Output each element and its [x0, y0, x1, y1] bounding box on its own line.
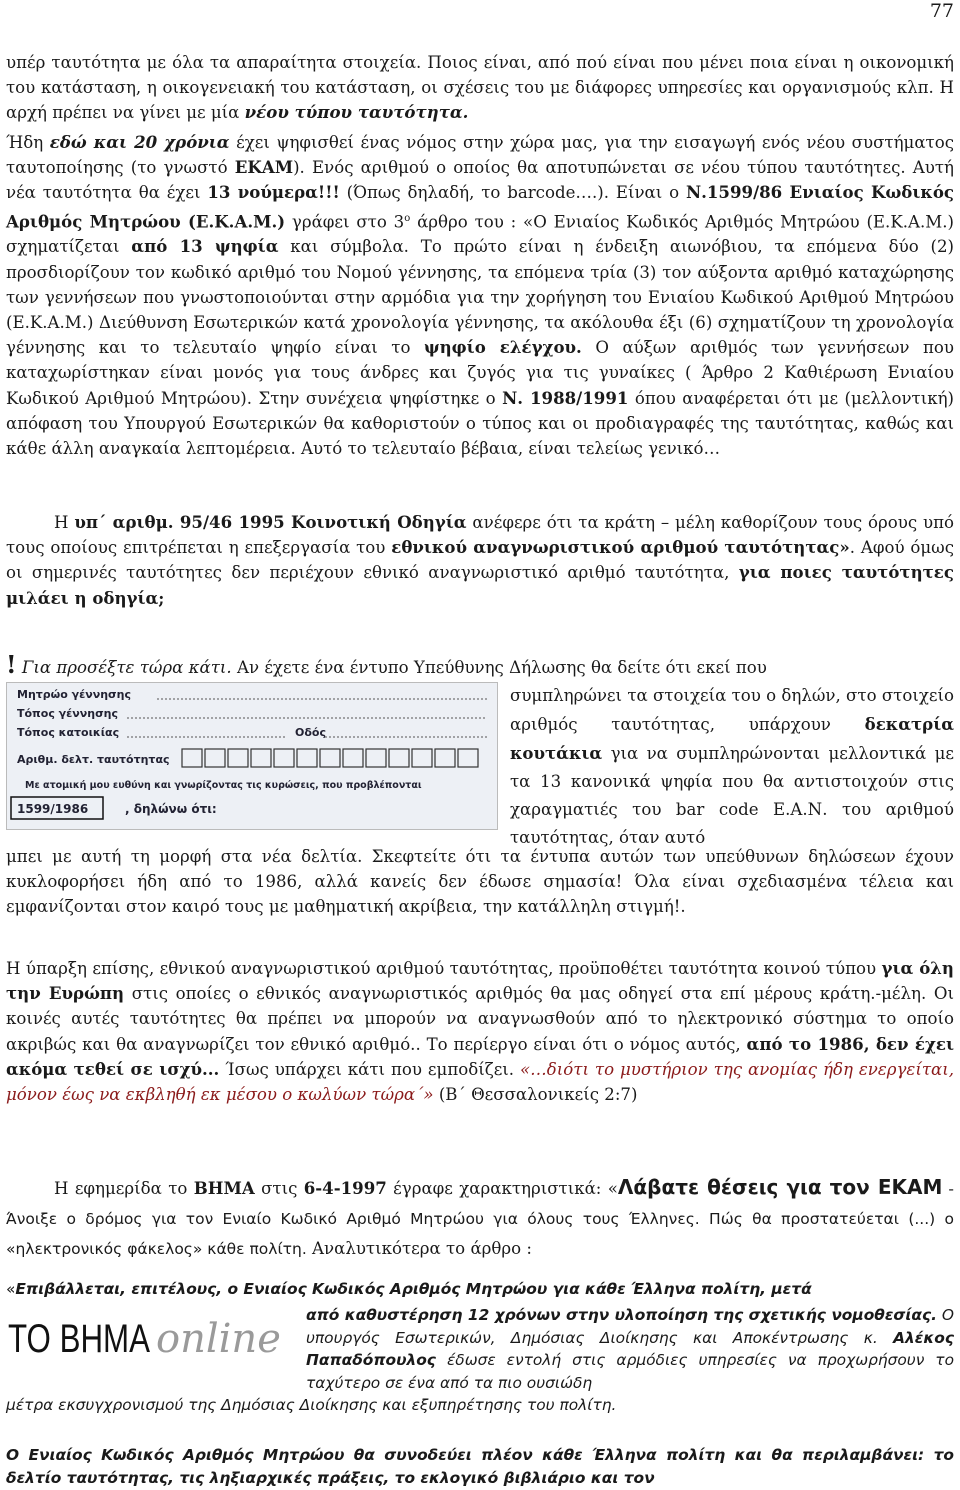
paragraph-6 [6, 1172, 954, 1264]
emphasis: 6-4-1997 [303, 1178, 387, 1198]
emphasis: νέου τύπου ταυτότητα. [244, 102, 469, 123]
law-reference: Ν. 1988/1991 [502, 387, 629, 408]
emphasis: Επιβάλλεται, επιτέλους, ο Ενιαίος Κωδικός Αριθμός Μητρώου για κάθε Έλληνα πολίτη, μετά [15, 1280, 812, 1298]
text: συμπληρώνει τα στοιχεία του ο δηλών, στο στοιχείο αριθμός ταυτότητας, υπάρχουν [510, 686, 954, 734]
text: Ήδη [6, 133, 50, 152]
paragraph-7-body [306, 1304, 954, 1394]
text: γράφει στο 3 [285, 212, 405, 232]
text: Ο αύξων αριθμός των γεννήσεων που καταχωρίστηκαν είναι μονός για τους άνδρες και ζυγός για τις γυναίκες ( Άρθρο 2 Καθιέρωση Ενιαίου Κωδικού Αριθμού Μητρώου). Στην συνέχεια ψηφίστηκε ο [6, 338, 954, 408]
emphasis: 13 νούμερα!!! [207, 182, 340, 203]
paragraph-5 [6, 956, 954, 1107]
paragraph-4-tail [6, 844, 954, 920]
text: Η ύπαρξη επίσης, εθνικού αναγνωριστικού αριθμού ταυτότητας, προϋποθέτει ταυτότητα κοινού τύπου [6, 959, 882, 978]
emphasis: Για προσέξτε τώρα κάτι. [16, 658, 232, 677]
text: Αν έχετε ένα έντυπο Υπεύθυνης Δήλωσης θα δείτε ότι εκεί που [231, 658, 767, 677]
emphasis: εθνικού αναγνωριστικού αριθμού ταυτότητας» [391, 537, 850, 558]
text: μέτρα εκσυγχρονισμού της Δημόσιας Διοίκησης και εξυπηρέτησης του πολίτη. [6, 1396, 617, 1414]
text: Ο Ενιαίος Κωδικός Αριθμός Μητρώου θα συνοδεύει πλέον κάθε Έλληνα πολίτη και θα περιλαμβάνει: το δελτίο ταυτότητας, τις ληξιαρχικές πράξεις, το εκλογικό βιβλιάριο και τον [6, 1446, 954, 1487]
emphasis: για ποιες ταυτότητες μιλάει η οδηγία; [6, 562, 954, 608]
paragraph-3 [6, 510, 954, 611]
to-vima-online-logo [6, 1308, 298, 1364]
emphasis: από καθυστέρηση 12 χρόνων στην υλοποίηση της σχετικής νομοθεσίας. [306, 1306, 937, 1324]
form-row-1: Μητρώο γέννησης [17, 688, 131, 701]
emphasis: από το 1986, δεν έχει ακόμα τεθεί σε ισχύ... [6, 1033, 955, 1079]
law-reference: Ν.1599/86 Ενιαίος Κωδικός Αριθμός Μητρώου (Ε.Κ.Α.Μ.) [6, 182, 954, 232]
form-law: 1599/1986 [17, 802, 89, 816]
emphasis: από 13 ψηφία [131, 236, 279, 257]
text: (Όπως δηλαδή, το barcode….). Είναι ο [339, 183, 686, 203]
form-scan-image [6, 682, 498, 830]
paragraph-4-column [510, 682, 954, 852]
text: (Β΄ Θεσσαλονικείς 2:7) [433, 1085, 638, 1105]
emphasis: ψηφίο ελέγχου. [423, 337, 582, 358]
text: για να συμπληρώνονται μελλοντικά με τα 13 κανονικά ψηφία που θα αντιστοιχούν στις χαραγματιές του bar code Ε.Α.Ν. του αριθμού ταυτότητας, όταν αυτό [510, 744, 954, 847]
text: ). Ενός αριθμού ο οποίος θα αποτυπώνεται σε νέου τύπου ταυτότητες. Αυτή νέα ταυτότητα θα έχει [6, 158, 954, 203]
text: Ο υπουργός Εσωτερικών, Δημόσιας Διοίκησης και Αποκέντρωσης κ. [306, 1306, 954, 1347]
emphasis: ΒΗΜΑ [193, 1178, 255, 1198]
superscript: ο [404, 212, 411, 224]
text: . Αφού όμως οι σημερινές ταυτότητες δεν περιέχουν εθνικό αναγνωριστικό αριθμό ταυτότητα, [6, 538, 954, 583]
exclamation-mark: ! [6, 650, 17, 679]
text: έδωσε εντολή στις αρμόδιες υπηρεσίες να προχωρήσουν το ταχύτερο σε ένα από τα πιο ουσιώδη [306, 1351, 954, 1392]
text: Η [54, 513, 75, 532]
emphasis: εδώ και 20 χρόνια [49, 132, 230, 152]
text: στις οποίες ο εθνικός αναγνωριστικός αριθμός θα μας οδηγεί στα επί μέρους κράτη.-μέλη. Οι κοινές αυτές ταυτότητες θα πρέπει να μπορούν να αναγνωσθούν από το ηλεκτρονικό σύστημα το οποίο ακριβώς και θα αναγνωρίζει τον εθνικό αριθμό.. Το περίεργο είναι ότι ο νόμος αυτός, [6, 984, 954, 1054]
subheadline: - Άνοιξε ο δρόμος για τον Ενιαίο Κωδικό Αριθμό Μητρώου για όλους τους Έλληνες. Πώς θα προστατεύεται (...) ο «ηλεκτρονικός φάκελος» κάθε πολίτη. [6, 1180, 954, 1258]
text: στις [254, 1179, 304, 1198]
paragraph-1 [6, 50, 954, 126]
text: όπου αναφέρεται ότι με (μελλοντική) απόφαση του Υπουργού Εσωτερικών θα καθοριστούν ο τύπος και οι προδιαγραφές της ταυτότητας, καθώς και κάθε άλλη αναγκαία λεπτομέρεια. Αυτό το τελευταίο βέβαια, είναι τελείως γενικό… [6, 388, 954, 458]
logo-part-2: online [156, 1316, 281, 1362]
emphasis: Αλέκος Παπαδόπουλος [306, 1328, 954, 1370]
form-odos-label: Οδός [295, 726, 326, 739]
paragraph-7-end [6, 1394, 954, 1417]
text: άρθρο του : «Ο Ενιαίος Κωδικός Αριθμός Μητρώου (Ε.Κ.Α.Μ.) σχηματίζεται [6, 212, 954, 257]
form-row-3: Τόπος κατοικίας [17, 726, 120, 739]
logo-part-1: ΤΟ ΒΗΜΑ [8, 1317, 151, 1361]
text: Η εφημερίδα το [54, 1179, 194, 1198]
paragraph-2 [6, 130, 954, 461]
paragraph-7-intro [6, 1278, 954, 1301]
form-row-2: Τόπος γέννησης [17, 707, 119, 720]
form-law-end: , δηλώνω ότι: [125, 802, 217, 816]
paragraph-4-intro [6, 652, 954, 680]
quote-mark: « [6, 1280, 16, 1298]
text: υπέρ ταυτότητα με όλα τα απαραίτητα στοιχεία. Ποιος είναι, από πού είναι που μένει ποια είναι η οικονομική του κατάσταση, η οικογενειακή του κατάσταση, οι σχέσεις του με διάφορες υπηρεσίες και οργανισμούς κλπ. Η αρχή πρέπει να γίνει με μία [6, 53, 954, 123]
text: ανέφερε ότι τα κράτη – μέλη καθορίζουν τους όρους υπό τους οποίους επιτρέπεται η επεξεργασία του [6, 513, 954, 558]
emphasis: για όλη την Ευρώπη [6, 958, 954, 1004]
text: μπει με αυτή τη μορφή στα νέα δελτία. Σκεφτείτε ότι τα έντυπα αυτών των υπεύθυνων δηλώσεων έχουν κυκλοφορήσει ήδη από το 1986, αλλά κανείς δεν έδωσε σημασία! Όλα είναι σχεδιασμένα τέλεια και εμφανίζονται στον καιρό τους με μαθηματική ακρίβεια, την κατάλληλη στιγμή!. [6, 847, 954, 917]
text: έχει ψηφισθεί ένας νόμος στην χώρα μας, για την εισαγωγή ενός νέου συστήματος ταυτοποίησης (το γνωστό [6, 133, 955, 178]
form-note: Με ατομική μου ευθύνη και γνωρίζοντας τις κυρώσεις, που προβλέπονται [25, 780, 422, 791]
text: και σύμβολα. Το πρώτο είναι η ένδειξη αιωνόβιου, τα επόμενα δύο (2) προσδιορίζουν τον κωδικό αριθμό του Νομού γέννησης, τα επόμενα τρία (3) τον αύξοντα αριθμό καταχώρησης των γεννήσεων που γνωστοποιούνται στην αρμόδια για την χορήγηση του Ενιαίου Κωδικού Αριθμού Μητρώου (Ε.Κ.Α.Μ.) Διεύθυνση Εσωτερικών κατά χρονολογία γέννησης, τα ακόλουθα έξι (6) σχηματίζουν τη χρονολογία γέννησης και το τελευταίο ψηφίο είναι το [6, 237, 954, 358]
emphasis: δεκατρία κουτάκια [510, 714, 954, 763]
emphasis: υπ΄ αριθμ. 95/46 1995 Κοινοτική Οδηγία [74, 512, 467, 532]
form-row-4: Αριθμ. δελτ. ταυτότητας [17, 753, 170, 766]
page-number: 77 [929, 0, 954, 22]
text: Αναλυτικότερα το άρθρο : [306, 1239, 533, 1258]
headline: Λάβατε θέσεις για τον ΕΚΑΜ [617, 1175, 943, 1199]
text: έγραφε χαρακτηριστικά: « [386, 1179, 618, 1198]
text: Ίσως υπάρχει κάτι που εμποδίζει. [219, 1059, 521, 1079]
paragraph-8 [6, 1444, 954, 1490]
scripture-quote: «…διότι το μυστήριον της ανομίας ήδη ενεργείται, μόνον έως να εκβληθή εκ μέσου ο κωλύων τώρα΄» [6, 1059, 954, 1105]
emphasis: ΕΚΑΜ [234, 157, 294, 178]
